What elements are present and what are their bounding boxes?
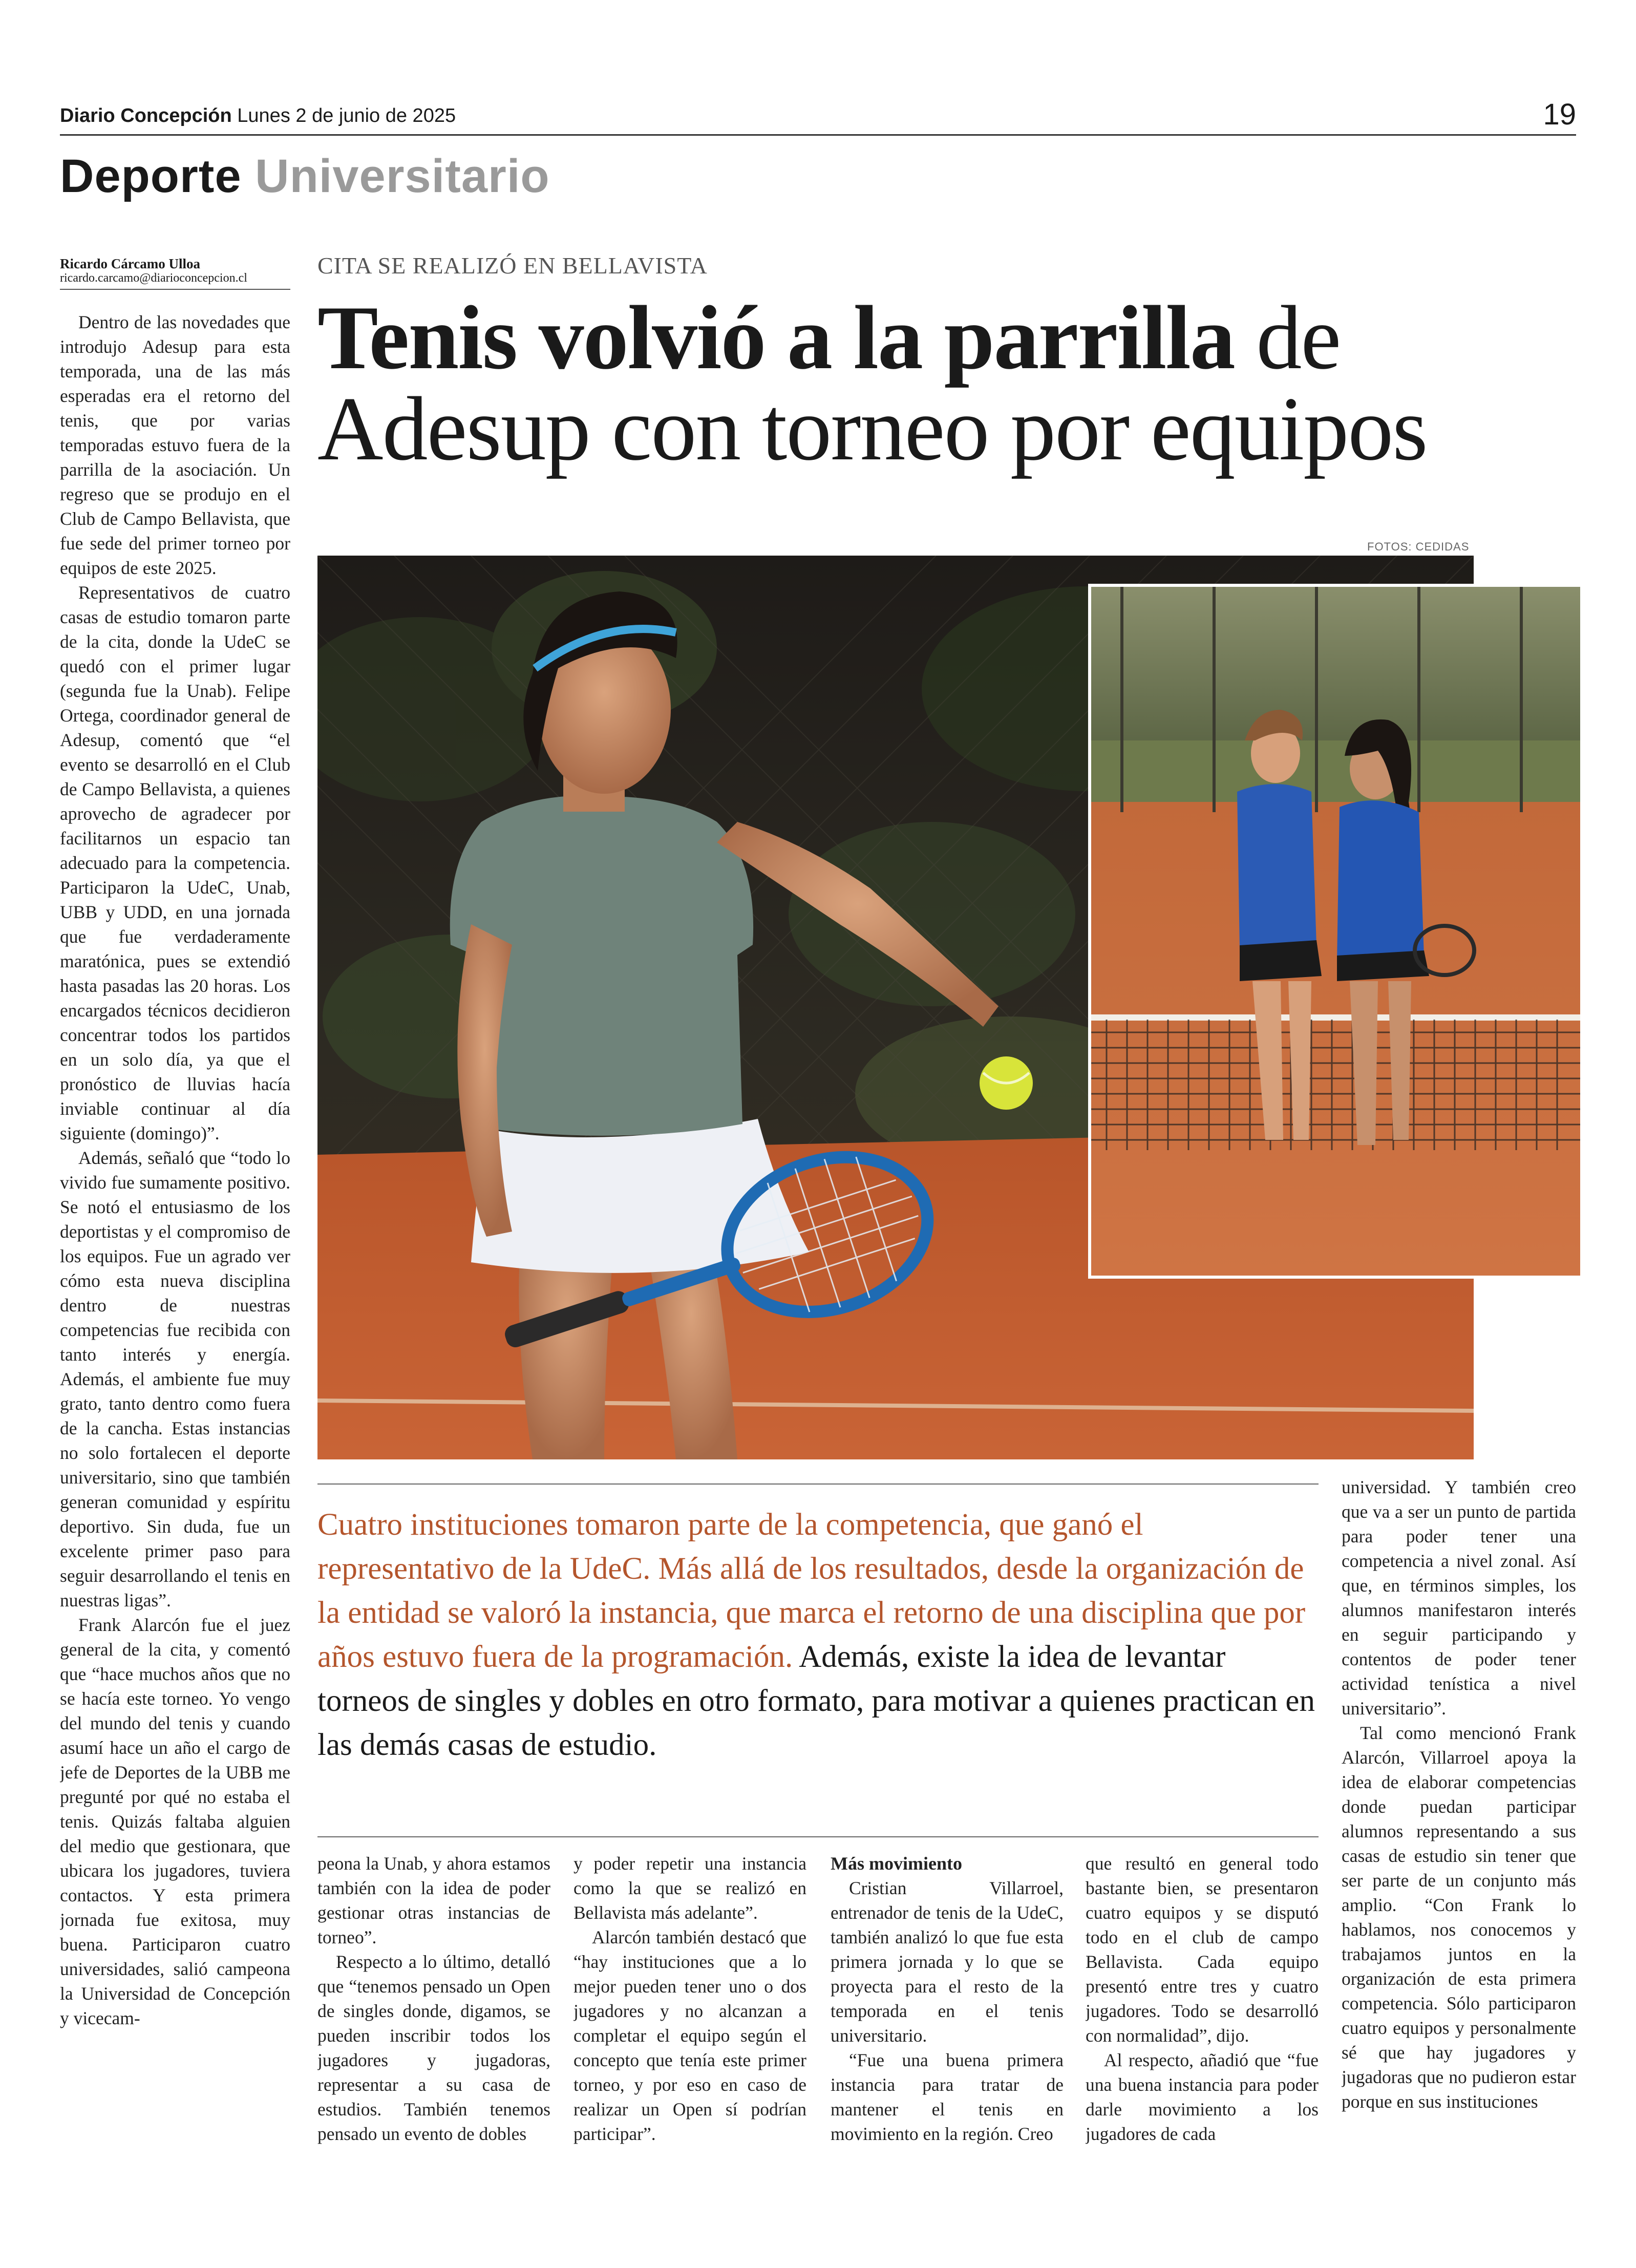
article-column-2 <box>317 1851 550 2179</box>
summary-rest: Además, existe la idea de levantar torneos de singles y dobles en otro formato, para motivar a quienes practican en las demás casas de estudio. <box>317 1640 1315 1762</box>
article-column-1 <box>60 310 290 2174</box>
header-rule <box>60 134 1576 136</box>
masthead-line <box>60 105 456 127</box>
section-main: Deporte <box>60 150 242 202</box>
paragraph: Tal como mencionó Frank Alarcón, Villarroel apoya la idea de elaborar competencias donde puedan participar alumnos representando a sus casas de estudio sin tener que ser parte de un conjunto más amplio. “Con Frank lo hablamos, nos conocemos y trabajamos juntos en la organización de esta primera competencia. Sólo participaron cuatro equipos y personalmente sé que hay jugadores y jugadoras que no pudieron estar porque en sus instituciones <box>1342 1723 1576 2112</box>
paragraph: Cristian Villarroel, entrenador de tenis de la UdeC, también analizó lo que fue esta primera jornada y lo que se proyecta para el resto de la temporada en el tenis universitario. <box>831 1878 1064 2046</box>
article-column-3 <box>573 1851 806 2179</box>
byline-rule <box>60 289 290 290</box>
photo-credit: FOTOS: CEDIDAS <box>1367 540 1470 553</box>
article-column-6 <box>1342 1475 1576 2179</box>
paragraph: Respecto a lo último, detalló que “tenemos pensado un Open de singles donde, digamos, se pueden inscribir todos los jugadores y jugadoras, representar a su casa de estudios. También tenemos pensado un evento de dobles <box>317 1952 550 2144</box>
paragraph: y poder repetir una instancia como la que se realizó en Bellavista más adelante”. <box>573 1853 806 1923</box>
page-number: 19 <box>1543 98 1576 131</box>
paragraph: “Fue una buena primera instancia para tratar de mantener el tenis en movimiento en la región. Creo <box>831 2050 1064 2144</box>
author-name: Ricardo Cárcamo Ulloa <box>60 256 200 271</box>
paragraph: Además, señaló que “todo lo vivido fue sumamente positivo. Se notó el entusiasmo de los deportistas y el compromiso de los equipos. Fue un agrado ver cómo esta nueva disciplina dentro de nuestras competencias fue recibida con tanto interés y energía. Además, el ambiente fue muy grato, tanto dentro como fuera de la cancha. Estas instancias no solo fortalecen el deporte universitario, sino que también generan comunidad y espíritu deportivo. Sin duda, fue un excelente primer paso para seguir desarrollando el tenis en nuestras ligas”. <box>60 1148 290 1610</box>
paragraph: que resultó en general todo bastante bien, se presentaron cuatro equipos y se disputó todo en el club de campo Bellavista. Cada equipo presentó entre tres y cuatro jugadores. Todo se desarrolló con normalidad”, dijo. <box>1086 1853 1319 2046</box>
summary-highlight: Cuatro instituciones tomaron parte de la competencia, que ganó el representativo de la UdeC. Más allá de los resultados, desde la organización de la entidad se valoró la instancia, que marca el retorno de una disciplina que por años estuvo fuera de la programación. <box>317 1508 1306 1674</box>
issue-date: Lunes 2 de junio de 2025 <box>237 105 456 126</box>
author-email: ricardo.carcamo@diarioconcepcion.cl <box>60 271 247 285</box>
paragraph: Representativos de cuatro casas de estudio tomaron parte de la cita, donde la UdeC se quedó con el primer lugar (segunda fue la Unab). Felipe Ortega, coordinador general de Adesup, comentó que “el evento se desarrolló en el Club de Campo Bellavista, a quienes aprovecho de agradecer por facilitarnos un espacio tan adecuado para la competencia. Participaron la UdeC, Unab, UBB y UDD, en una jornada que fue verdaderamente maratónica, pues se extendió hasta pasadas las 20 horas. Los encargados técnicos decidieron concentrar todos los partidos en un solo día, ya que el pronóstico de lluvias hacía inviable continuar al día siguiente (domingo)”. <box>60 582 290 1143</box>
inset-photo <box>1088 584 1583 1279</box>
article-column-4 <box>831 1851 1064 2179</box>
paragraph: universidad. Y también creo que va a ser un punto de partida para poder tener una competencia a nivel zonal. Así que, en términos simples, los alumnos manifestaron interés en seguir participando y contentos de poder tener actividad tenística a nivel universitario”. <box>1342 1477 1576 1719</box>
kicker: CITA SE REALIZÓ EN BELLAVISTA <box>317 252 708 279</box>
section-title <box>60 150 550 203</box>
headline-line2: Adesup con torneo por equipos <box>317 378 1427 479</box>
article-summary <box>317 1503 1319 1767</box>
publication-name: Diario Concepción <box>60 105 232 126</box>
paragraph: Frank Alarcón fue el juez general de la cita, y comentó que “hace muchos años que no se hacía este torneo. Yo vengo del mundo del tenis y cuando asumí hace un año el cargo de jefe de Deportes de la UBB me pregunté por qué no estaba el tenis. Quizás faltaba alguien del medio que gestionara, que ubicara los jugadores, tuviera contactos. Y esta primera jornada fue exitosa, muy buena. Participaron cuatro universidades, salió campeona la Universidad de Concepción y vicecam- <box>60 1615 290 2028</box>
section-sub: Universitario <box>255 150 550 202</box>
paragraph: peona la Unab, y ahora estamos también con la idea de poder gestionar otras instancias de torneo”. <box>317 1853 550 1947</box>
summary-rule-bottom <box>317 1836 1319 1837</box>
subheading: Más movimiento <box>831 1853 962 1874</box>
headline-bold: Tenis volvió a la parrilla <box>317 287 1235 388</box>
paragraph: Alarcón también destacó que “hay instituciones que a lo mejor pueden tener uno o dos jugadores y no alcanzan a completar el equipo según el concepto que tenía este primer torneo, y por eso en caso de realizar un Open sí podrían participar”. <box>573 1927 806 2144</box>
headline <box>317 287 1587 479</box>
paragraph: Al respecto, añadió que “fue una buena instancia para poder darle movimiento a los jugadores de cada <box>1086 2050 1319 2144</box>
paragraph: Dentro de las novedades que introdujo Adesup para esta temporada, una de las más esperadas era el retorno del tenis, que por varias temporadas estuvo fuera de la parrilla de la asociación. Un regreso que se produjo en el Club de Campo Bellavista, que fue sede del primer torneo por equipos de este 2025. <box>60 312 290 578</box>
summary-rule-top <box>317 1483 1319 1485</box>
headline-rest: de <box>1234 287 1341 388</box>
players-greeting-at-net-photo <box>1091 587 1580 1276</box>
article-column-5 <box>1086 1851 1319 2179</box>
